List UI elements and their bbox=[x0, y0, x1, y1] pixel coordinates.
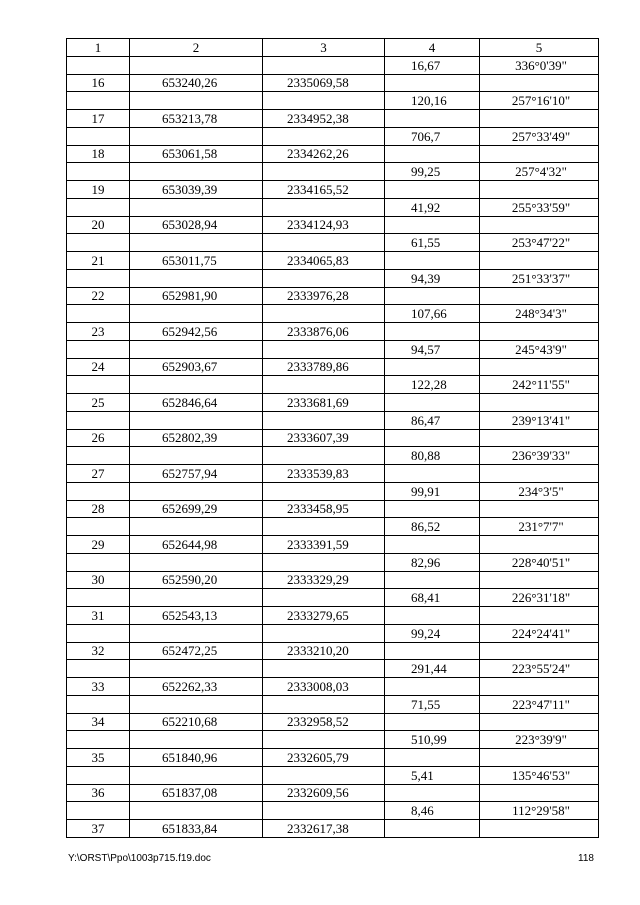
header-cell-4: 4 bbox=[385, 39, 480, 57]
x-coordinate-cell bbox=[130, 376, 263, 394]
bearing-cell bbox=[480, 323, 599, 341]
table-row bbox=[67, 287, 599, 305]
point-number-cell bbox=[67, 234, 130, 252]
y-coordinate-cell: 2334165,52 bbox=[263, 181, 385, 199]
distance-cell bbox=[385, 110, 480, 128]
distance-cell: 80,88 bbox=[385, 447, 480, 465]
header-cell-1: 1 bbox=[67, 39, 130, 57]
bearing-cell bbox=[480, 74, 599, 92]
bearing-cell: 242°11'55" bbox=[480, 376, 599, 394]
y-coordinate-cell: 2334952,38 bbox=[263, 110, 385, 128]
distance-cell bbox=[385, 607, 480, 625]
point-number-cell: 26 bbox=[67, 429, 130, 447]
bearing-cell: 234°3'5" bbox=[480, 482, 599, 500]
distance-cell bbox=[385, 252, 480, 270]
table-row bbox=[67, 56, 599, 74]
bearing-cell: 336°0'39" bbox=[480, 56, 599, 74]
y-coordinate-cell: 2333607,39 bbox=[263, 429, 385, 447]
point-number-cell bbox=[67, 766, 130, 784]
y-coordinate-cell bbox=[263, 624, 385, 642]
point-number-cell bbox=[67, 127, 130, 145]
table-row bbox=[67, 447, 599, 465]
table-row bbox=[67, 607, 599, 625]
bearing-cell bbox=[480, 181, 599, 199]
y-coordinate-cell bbox=[263, 518, 385, 536]
table-row bbox=[67, 660, 599, 678]
y-coordinate-cell: 2333539,83 bbox=[263, 465, 385, 483]
distance-cell bbox=[385, 216, 480, 234]
y-coordinate-cell: 2334262,26 bbox=[263, 145, 385, 163]
table-row bbox=[67, 252, 599, 270]
point-number-cell: 35 bbox=[67, 749, 130, 767]
y-coordinate-cell bbox=[263, 163, 385, 181]
table-row bbox=[67, 536, 599, 554]
bearing-cell: 245°43'9" bbox=[480, 340, 599, 358]
x-coordinate-cell bbox=[130, 447, 263, 465]
table-row bbox=[67, 127, 599, 145]
x-coordinate-cell: 652802,39 bbox=[130, 429, 263, 447]
distance-cell: 94,39 bbox=[385, 269, 480, 287]
footer-file-path: Y:\ORST\Ppo\1003p715.f19.doc bbox=[68, 853, 211, 864]
x-coordinate-cell bbox=[130, 127, 263, 145]
x-coordinate-cell bbox=[130, 766, 263, 784]
y-coordinate-cell: 2333279,65 bbox=[263, 607, 385, 625]
point-number-cell: 22 bbox=[67, 287, 130, 305]
y-coordinate-cell: 2333008,03 bbox=[263, 678, 385, 696]
x-coordinate-cell: 652757,94 bbox=[130, 465, 263, 483]
bearing-cell: 251°33'37" bbox=[480, 269, 599, 287]
point-number-cell: 28 bbox=[67, 500, 130, 518]
y-coordinate-cell: 2332617,38 bbox=[263, 820, 385, 838]
x-coordinate-cell: 652262,33 bbox=[130, 678, 263, 696]
point-number-cell bbox=[67, 92, 130, 110]
point-number-cell: 25 bbox=[67, 394, 130, 412]
table-row bbox=[67, 305, 599, 323]
table-row bbox=[67, 713, 599, 731]
distance-cell: 8,46 bbox=[385, 802, 480, 820]
table-row bbox=[67, 642, 599, 660]
bearing-cell bbox=[480, 784, 599, 802]
x-coordinate-cell bbox=[130, 802, 263, 820]
distance-cell: 86,52 bbox=[385, 518, 480, 536]
point-number-cell bbox=[67, 340, 130, 358]
point-number-cell: 16 bbox=[67, 74, 130, 92]
distance-cell bbox=[385, 500, 480, 518]
distance-cell bbox=[385, 429, 480, 447]
point-number-cell bbox=[67, 269, 130, 287]
y-coordinate-cell bbox=[263, 482, 385, 500]
bearing-cell bbox=[480, 429, 599, 447]
point-number-cell: 21 bbox=[67, 252, 130, 270]
y-coordinate-cell bbox=[263, 305, 385, 323]
x-coordinate-cell bbox=[130, 589, 263, 607]
bearing-cell: 257°16'10" bbox=[480, 92, 599, 110]
x-coordinate-cell: 651837,08 bbox=[130, 784, 263, 802]
point-number-cell bbox=[67, 624, 130, 642]
y-coordinate-cell: 2334124,93 bbox=[263, 216, 385, 234]
distance-cell: 120,16 bbox=[385, 92, 480, 110]
y-coordinate-cell bbox=[263, 340, 385, 358]
x-coordinate-cell: 652644,98 bbox=[130, 536, 263, 554]
distance-cell: 99,91 bbox=[385, 482, 480, 500]
point-number-cell bbox=[67, 802, 130, 820]
point-number-cell: 30 bbox=[67, 571, 130, 589]
bearing-cell bbox=[480, 145, 599, 163]
bearing-cell: 253°47'22" bbox=[480, 234, 599, 252]
x-coordinate-cell bbox=[130, 340, 263, 358]
x-coordinate-cell bbox=[130, 660, 263, 678]
x-coordinate-cell bbox=[130, 482, 263, 500]
table-row bbox=[67, 394, 599, 412]
bearing-cell bbox=[480, 642, 599, 660]
table-row bbox=[67, 181, 599, 199]
x-coordinate-cell: 652846,64 bbox=[130, 394, 263, 412]
y-coordinate-cell bbox=[263, 447, 385, 465]
distance-cell bbox=[385, 820, 480, 838]
y-coordinate-cell bbox=[263, 553, 385, 571]
bearing-cell: 231°7'7" bbox=[480, 518, 599, 536]
distance-cell: 107,66 bbox=[385, 305, 480, 323]
table-row bbox=[67, 802, 599, 820]
x-coordinate-cell: 653213,78 bbox=[130, 110, 263, 128]
x-coordinate-cell bbox=[130, 411, 263, 429]
point-number-cell: 20 bbox=[67, 216, 130, 234]
x-coordinate-cell bbox=[130, 624, 263, 642]
y-coordinate-cell bbox=[263, 731, 385, 749]
distance-cell: 291,44 bbox=[385, 660, 480, 678]
x-coordinate-cell bbox=[130, 305, 263, 323]
y-coordinate-cell bbox=[263, 56, 385, 74]
table-row bbox=[67, 749, 599, 767]
bearing-cell: 226°31'18" bbox=[480, 589, 599, 607]
bearing-cell bbox=[480, 749, 599, 767]
y-coordinate-cell bbox=[263, 411, 385, 429]
point-number-cell bbox=[67, 589, 130, 607]
table-row bbox=[67, 198, 599, 216]
y-coordinate-cell: 2335069,58 bbox=[263, 74, 385, 92]
distance-cell bbox=[385, 713, 480, 731]
point-number-cell bbox=[67, 198, 130, 216]
bearing-cell bbox=[480, 713, 599, 731]
point-number-cell bbox=[67, 56, 130, 74]
x-coordinate-cell bbox=[130, 518, 263, 536]
distance-cell: 122,28 bbox=[385, 376, 480, 394]
x-coordinate-cell bbox=[130, 56, 263, 74]
x-coordinate-cell: 652210,68 bbox=[130, 713, 263, 731]
distance-cell bbox=[385, 287, 480, 305]
point-number-cell bbox=[67, 447, 130, 465]
distance-cell: 16,67 bbox=[385, 56, 480, 74]
x-coordinate-cell: 653011,75 bbox=[130, 252, 263, 270]
x-coordinate-cell: 652699,29 bbox=[130, 500, 263, 518]
distance-cell bbox=[385, 642, 480, 660]
point-number-cell: 36 bbox=[67, 784, 130, 802]
y-coordinate-cell bbox=[263, 127, 385, 145]
x-coordinate-cell: 652942,56 bbox=[130, 323, 263, 341]
distance-cell bbox=[385, 536, 480, 554]
bearing-cell: 223°47'11" bbox=[480, 695, 599, 713]
table-row bbox=[67, 376, 599, 394]
x-coordinate-cell: 651833,84 bbox=[130, 820, 263, 838]
y-coordinate-cell bbox=[263, 269, 385, 287]
y-coordinate-cell bbox=[263, 589, 385, 607]
table-header-row bbox=[67, 39, 599, 57]
x-coordinate-cell bbox=[130, 695, 263, 713]
distance-cell: 41,92 bbox=[385, 198, 480, 216]
y-coordinate-cell: 2333329,29 bbox=[263, 571, 385, 589]
bearing-cell bbox=[480, 536, 599, 554]
bearing-cell: 236°39'33" bbox=[480, 447, 599, 465]
y-coordinate-cell bbox=[263, 660, 385, 678]
point-number-cell bbox=[67, 695, 130, 713]
point-number-cell bbox=[67, 411, 130, 429]
point-number-cell: 27 bbox=[67, 465, 130, 483]
distance-cell: 99,25 bbox=[385, 163, 480, 181]
y-coordinate-cell bbox=[263, 695, 385, 713]
x-coordinate-cell bbox=[130, 163, 263, 181]
table-row bbox=[67, 323, 599, 341]
y-coordinate-cell bbox=[263, 376, 385, 394]
coordinates-table bbox=[66, 38, 599, 838]
bearing-cell bbox=[480, 607, 599, 625]
x-coordinate-cell: 653240,26 bbox=[130, 74, 263, 92]
table-row bbox=[67, 429, 599, 447]
distance-cell bbox=[385, 323, 480, 341]
y-coordinate-cell bbox=[263, 802, 385, 820]
table-row bbox=[67, 358, 599, 376]
table-row bbox=[67, 482, 599, 500]
bearing-cell bbox=[480, 571, 599, 589]
table-row bbox=[67, 163, 599, 181]
bearing-cell: 257°33'49" bbox=[480, 127, 599, 145]
table-row bbox=[67, 678, 599, 696]
x-coordinate-cell: 651840,96 bbox=[130, 749, 263, 767]
point-number-cell: 17 bbox=[67, 110, 130, 128]
distance-cell: 5,41 bbox=[385, 766, 480, 784]
point-number-cell: 33 bbox=[67, 678, 130, 696]
header-cell-5: 5 bbox=[480, 39, 599, 57]
point-number-cell bbox=[67, 518, 130, 536]
distance-cell: 510,99 bbox=[385, 731, 480, 749]
y-coordinate-cell: 2332609,56 bbox=[263, 784, 385, 802]
y-coordinate-cell bbox=[263, 766, 385, 784]
x-coordinate-cell: 652981,90 bbox=[130, 287, 263, 305]
bearing-cell bbox=[480, 287, 599, 305]
table-row bbox=[67, 411, 599, 429]
distance-cell bbox=[385, 784, 480, 802]
distance-cell bbox=[385, 571, 480, 589]
point-number-cell bbox=[67, 163, 130, 181]
table-row bbox=[67, 74, 599, 92]
table-row bbox=[67, 500, 599, 518]
bearing-cell: 239°13'41" bbox=[480, 411, 599, 429]
point-number-cell bbox=[67, 553, 130, 571]
table-row bbox=[67, 784, 599, 802]
x-coordinate-cell bbox=[130, 731, 263, 749]
table-row bbox=[67, 553, 599, 571]
bearing-cell bbox=[480, 252, 599, 270]
x-coordinate-cell bbox=[130, 553, 263, 571]
x-coordinate-cell bbox=[130, 269, 263, 287]
y-coordinate-cell: 2333458,95 bbox=[263, 500, 385, 518]
table-row bbox=[67, 695, 599, 713]
point-number-cell bbox=[67, 482, 130, 500]
table-row bbox=[67, 589, 599, 607]
y-coordinate-cell: 2334065,83 bbox=[263, 252, 385, 270]
table-row bbox=[67, 731, 599, 749]
point-number-cell: 23 bbox=[67, 323, 130, 341]
x-coordinate-cell bbox=[130, 92, 263, 110]
x-coordinate-cell bbox=[130, 234, 263, 252]
table-row bbox=[67, 766, 599, 784]
y-coordinate-cell: 2332605,79 bbox=[263, 749, 385, 767]
point-number-cell: 32 bbox=[67, 642, 130, 660]
bearing-cell: 224°24'41" bbox=[480, 624, 599, 642]
x-coordinate-cell: 652590,20 bbox=[130, 571, 263, 589]
y-coordinate-cell bbox=[263, 234, 385, 252]
x-coordinate-cell bbox=[130, 198, 263, 216]
y-coordinate-cell bbox=[263, 198, 385, 216]
bearing-cell: 223°55'24" bbox=[480, 660, 599, 678]
table-row bbox=[67, 234, 599, 252]
table-row bbox=[67, 820, 599, 838]
x-coordinate-cell: 653061,58 bbox=[130, 145, 263, 163]
y-coordinate-cell: 2333976,28 bbox=[263, 287, 385, 305]
table-row bbox=[67, 269, 599, 287]
point-number-cell: 31 bbox=[67, 607, 130, 625]
point-number-cell bbox=[67, 376, 130, 394]
table-row bbox=[67, 340, 599, 358]
y-coordinate-cell bbox=[263, 92, 385, 110]
distance-cell bbox=[385, 465, 480, 483]
header-cell-3: 3 bbox=[263, 39, 385, 57]
x-coordinate-cell: 653039,39 bbox=[130, 181, 263, 199]
point-number-cell: 24 bbox=[67, 358, 130, 376]
distance-cell bbox=[385, 678, 480, 696]
distance-cell: 86,47 bbox=[385, 411, 480, 429]
distance-cell: 99,24 bbox=[385, 624, 480, 642]
y-coordinate-cell: 2333789,86 bbox=[263, 358, 385, 376]
distance-cell bbox=[385, 749, 480, 767]
table-row bbox=[67, 624, 599, 642]
bearing-cell: 135°46'53" bbox=[480, 766, 599, 784]
header-cell-2: 2 bbox=[130, 39, 263, 57]
distance-cell bbox=[385, 358, 480, 376]
distance-cell bbox=[385, 145, 480, 163]
point-number-cell: 18 bbox=[67, 145, 130, 163]
table-row bbox=[67, 145, 599, 163]
bearing-cell bbox=[480, 216, 599, 234]
bearing-cell bbox=[480, 678, 599, 696]
bearing-cell: 248°34'3" bbox=[480, 305, 599, 323]
point-number-cell bbox=[67, 731, 130, 749]
distance-cell: 706,7 bbox=[385, 127, 480, 145]
distance-cell: 71,55 bbox=[385, 695, 480, 713]
point-number-cell bbox=[67, 660, 130, 678]
y-coordinate-cell: 2332958,52 bbox=[263, 713, 385, 731]
bearing-cell bbox=[480, 358, 599, 376]
distance-cell: 82,96 bbox=[385, 553, 480, 571]
table-row bbox=[67, 216, 599, 234]
point-number-cell: 19 bbox=[67, 181, 130, 199]
distance-cell: 61,55 bbox=[385, 234, 480, 252]
bearing-cell: 223°39'9" bbox=[480, 731, 599, 749]
table-row bbox=[67, 465, 599, 483]
distance-cell bbox=[385, 181, 480, 199]
x-coordinate-cell: 652903,67 bbox=[130, 358, 263, 376]
table-body bbox=[67, 39, 599, 838]
bearing-cell bbox=[480, 465, 599, 483]
x-coordinate-cell: 652543,13 bbox=[130, 607, 263, 625]
x-coordinate-cell: 652472,25 bbox=[130, 642, 263, 660]
distance-cell: 94,57 bbox=[385, 340, 480, 358]
bearing-cell bbox=[480, 500, 599, 518]
y-coordinate-cell: 2333876,06 bbox=[263, 323, 385, 341]
point-number-cell: 34 bbox=[67, 713, 130, 731]
y-coordinate-cell: 2333210,20 bbox=[263, 642, 385, 660]
table-row bbox=[67, 518, 599, 536]
bearing-cell bbox=[480, 820, 599, 838]
distance-cell bbox=[385, 74, 480, 92]
distance-cell: 68,41 bbox=[385, 589, 480, 607]
distance-cell bbox=[385, 394, 480, 412]
bearing-cell: 255°33'59" bbox=[480, 198, 599, 216]
y-coordinate-cell: 2333681,69 bbox=[263, 394, 385, 412]
table-row bbox=[67, 571, 599, 589]
bearing-cell: 257°4'32" bbox=[480, 163, 599, 181]
x-coordinate-cell: 653028,94 bbox=[130, 216, 263, 234]
table-row bbox=[67, 110, 599, 128]
table-row bbox=[67, 92, 599, 110]
y-coordinate-cell: 2333391,59 bbox=[263, 536, 385, 554]
bearing-cell bbox=[480, 394, 599, 412]
point-number-cell: 29 bbox=[67, 536, 130, 554]
bearing-cell: 112°29'58" bbox=[480, 802, 599, 820]
point-number-cell bbox=[67, 305, 130, 323]
bearing-cell bbox=[480, 110, 599, 128]
footer-page-number: 118 bbox=[578, 853, 594, 864]
point-number-cell: 37 bbox=[67, 820, 130, 838]
bearing-cell: 228°40'51" bbox=[480, 553, 599, 571]
